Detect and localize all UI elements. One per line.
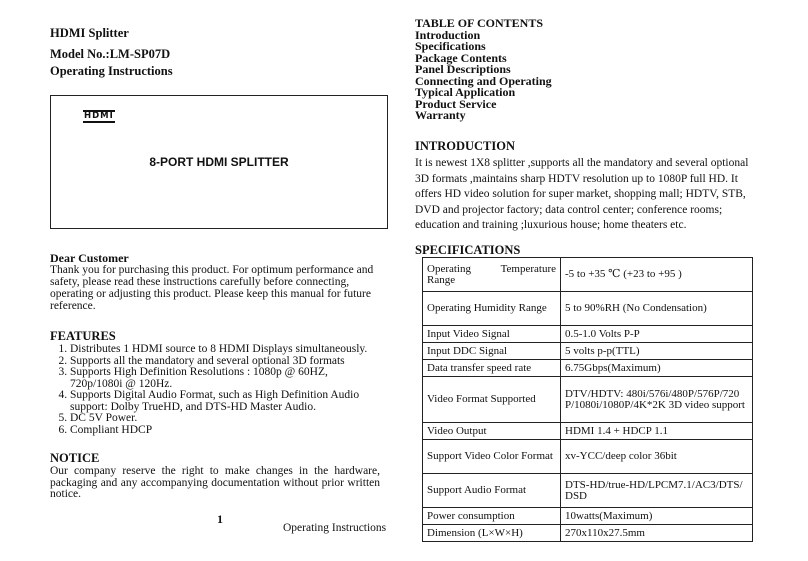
feature-item: 4. Supports Digital Audio Format, such as High Definition Audio support: Dolby TrueHD, and DTS-HD Master Audio. — [70, 390, 380, 413]
intro-body: It is newest 1X8 splitter ,supports all the mandatory and several optional 3D formats ,maintains sharp HDTV resolution up to 1080P full HD. It offers HD video solution for super market, shopping mall; HDTV, STB, DVD and projector factory; data control center; conference rooms; education and training ;luxurious house; home theaters etc. — [415, 157, 749, 232]
toc-item: Specifications — [415, 39, 486, 53]
spec-key: Support Audio Format — [423, 474, 561, 508]
dear-heading: Dear Customer — [50, 251, 129, 265]
page-number: 1 — [217, 512, 223, 526]
feature-item: 5. DC 5V Power. — [70, 413, 380, 425]
spec-value: DTS-HD/true-HD/LPCM7.1/AC3/DTS/DSD — [561, 474, 753, 508]
spec-value: 0.5-1.0 Volts P-P — [561, 326, 753, 343]
features-heading: FEATURES — [50, 329, 116, 343]
document-subtitle: Operating Instructions — [50, 64, 173, 78]
feature-item: 6. Compliant HDCP — [70, 425, 380, 437]
spec-value: 6.75Gbps(Maximum) — [561, 360, 753, 377]
feature-item: 1. Distributes 1 HDMI source to 8 HDMI Displays simultaneously. — [70, 344, 380, 356]
notice-heading: NOTICE — [50, 451, 100, 465]
toc-item: Product Service — [415, 96, 497, 111]
hdmi-logo: HDMI — [84, 111, 114, 121]
table-row — [423, 474, 753, 508]
notice-body: Our company reserve the right to make changes in the hardware, packaging and any accompanying documentation without prior written notice. — [50, 465, 380, 500]
spec-key: Operating Temperature Range — [423, 258, 561, 292]
spec-value: HDMI 1.4 + HDCP 1.1 — [561, 423, 753, 440]
specifications-heading: SPECIFICATIONS — [415, 243, 521, 257]
product-name: 8-PORT HDMI SPLITTER — [149, 155, 289, 169]
spec-value: 270x110x27.5mm — [561, 525, 753, 542]
table-row — [423, 292, 753, 326]
spec-key: Input DDC Signal — [423, 343, 561, 360]
table-of-contents — [415, 18, 755, 122]
spec-value: 10watts(Maximum) — [561, 508, 753, 525]
table-row — [423, 377, 753, 423]
spec-value: 5 volts p-p(TTL) — [561, 343, 753, 360]
table-row — [423, 360, 753, 377]
specifications-table — [422, 257, 753, 542]
introduction-section — [415, 140, 755, 234]
toc-item: Warranty — [415, 108, 466, 122]
product-label-box — [50, 95, 388, 229]
features-section — [50, 330, 380, 436]
spec-value: 5 to 90%RH (No Condensation) — [561, 292, 753, 326]
spec-value: DTV/HDTV: 480i/576i/480P/576P/720P/1080i/1080P/4K*2K 3D video support — [561, 377, 753, 423]
features-list — [50, 344, 380, 436]
intro-heading: INTRODUCTION — [415, 139, 516, 153]
table-row — [423, 440, 753, 474]
toc-item: Introduction — [415, 27, 481, 42]
table-row — [423, 258, 753, 292]
spec-key: Support Video Color Format — [423, 440, 561, 474]
notice-section — [50, 452, 380, 501]
spec-key: Dimension (L×W×H) — [423, 525, 561, 542]
spec-value: -5 to +35 ℃ (+23 to +95 ) — [561, 258, 753, 292]
document-header — [50, 25, 380, 80]
table-row — [423, 326, 753, 343]
table-row — [423, 525, 753, 542]
toc-item: Panel Descriptions — [415, 62, 511, 76]
toc-item: Connecting and Operating — [415, 73, 552, 88]
spec-key: Input Video Signal — [423, 326, 561, 343]
spec-key: Power consumption — [423, 508, 561, 525]
spec-key: Data transfer speed rate — [423, 360, 561, 377]
spec-value: xv-YCC/deep color 36bit — [561, 440, 753, 474]
feature-item: 3. Supports High Definition Resolutions : 1080p @ 60HZ, 720p/1080i @ 120Hz. — [70, 367, 380, 390]
spec-key: Video Output — [423, 423, 561, 440]
table-row — [423, 508, 753, 525]
dear-body: Thank you for purchasing this product. For optimum performance and safety, please read these instructions carefully before connecting, operating or adjusting this product. Please keep this manual for future reference. — [50, 264, 374, 312]
feature-item: 2. Supports all the mandatory and several optional 3D formats — [70, 356, 380, 368]
table-row — [423, 343, 753, 360]
toc-item: Package Contents — [415, 50, 507, 65]
page-footer: Operating Instructions — [283, 522, 387, 534]
toc-item: Typical Application — [415, 85, 516, 99]
document-title: HDMI Splitter — [50, 26, 129, 40]
dear-customer-section — [50, 252, 380, 312]
table-row — [423, 423, 753, 440]
toc-heading: TABLE OF CONTENTS — [415, 16, 544, 30]
model-number: Model No.:LM-SP07D — [50, 47, 171, 61]
spec-key: Operating Humidity Range — [423, 292, 561, 326]
spec-key: Video Format Supported — [423, 377, 561, 423]
